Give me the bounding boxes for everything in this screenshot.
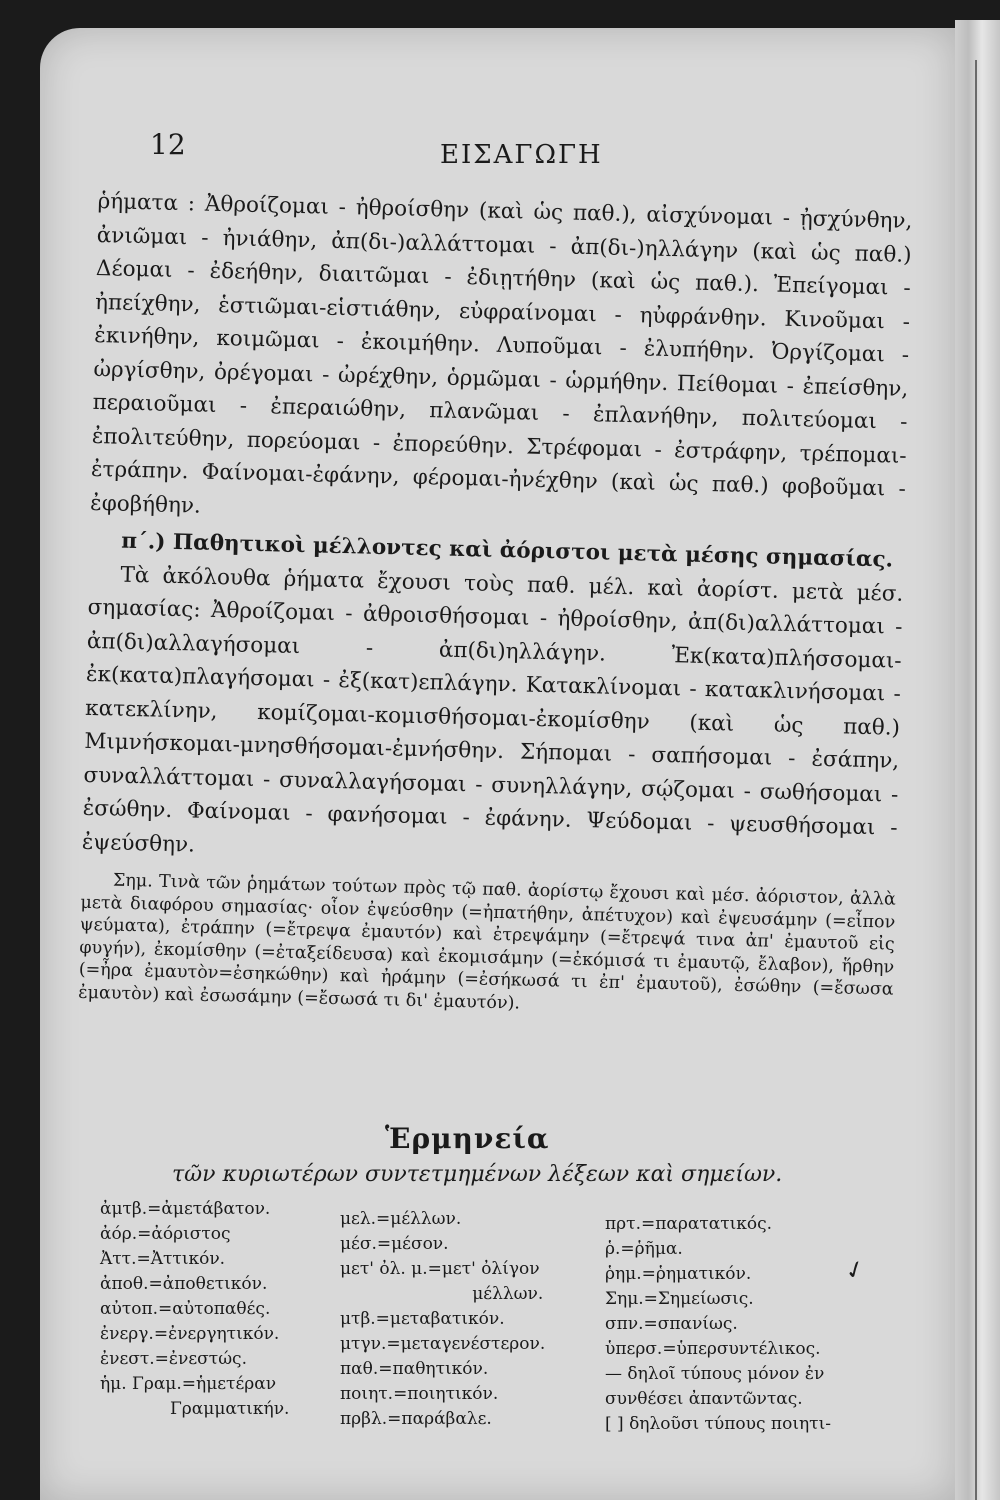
glossary-column-1	[100, 1197, 289, 1422]
running-title: ΕΙΣΑΓΩΓΗ	[440, 140, 603, 170]
note-paragraph: Σημ. Τινὰ τῶν ῥημάτων τούτων πρὸς τῷ παθ. ἀορίστῳ ἔχουσι καὶ μέσ. ἀόριστον, ἀλλὰ μετὰ διαφόρου σημασίας· οἷον ἐψεύσθην (=ἠπατήθην, ἀπέτυχον) καὶ ἐψευσάμην (=εἶπον ψεύματα), ἐτράπην (=ἔτρεψα ἐμαυτόν) καὶ ἐτρεψάμην (=ἔτρεψά τινα ἀπ' ἐμαυτοῦ εἰς φυγήν), ἐκομίσθην (=ἐταξείδευσα) καὶ ἐκομισάμην (=ἐκόμισά τι ἐμαυτῷ, ἔλαβον), ἥρθην (=ἦρα ἐμαυτὸν=ἐσηκώθην) καὶ ἠράμην (=ἐσήκωσά τι ἐπ' ἐμαυτοῦ), ἐσώθην (=ἔσωσα ἐμαυτὸν) καὶ ἐσωσάμην (=ἔσωσά τι δι' ἐμαυτόν).	[78, 870, 897, 1014]
page-number: 12	[150, 128, 186, 161]
glossary-entry: ποιητ.=ποιητικόν.	[340, 1384, 499, 1404]
glossary-entry: ἀμτβ.=ἀμετάβατον.	[100, 1199, 271, 1219]
glossary-entry-continuation: Γραμματικήν.	[170, 1399, 290, 1419]
glossary-entry: ἀποθ.=ἀποθετικόν.	[100, 1274, 268, 1294]
glossary-entry: Ἀττ.=Ἀττικόν.	[100, 1249, 226, 1269]
glossary-entry: πρβλ.=παράβαλε.	[340, 1409, 492, 1429]
book-edge	[955, 20, 1000, 1500]
glossary-entry: αὐτοπ.=αὐτοπαθές.	[100, 1299, 271, 1319]
paragraph-passive: Τὰ ἀκόλουθα ῥήματα ἔχουσι τοὺς παθ. μέλ. καὶ ἀορίστ. μετὰ μέσ. σημασίας: Ἀθροίζομαι - ἀθροισθήσομαι - ἠθροίσθην, ἀπ(δι)αλλάττομαι - ἀπ(δι)αλλαγήσομαι - ἀπ(δι)ηλλάγην. Ἐκ(κατα)πλήσσομαι-ἐκ(κατα)πλαγήσομαι - ἐξ(κατ)επλάγην. Κατακλίνομαι - κατακλινήσομαι - κατεκλίνην, κομίζομαι-κομισθήσομαι-ἐκομίσθην (καὶ ὡς παθ.) Μιμνήσκομαι-μνησθήσομαι-ἐμνήσθην. Σήπομαι - σαπήσομαι - ἐσάπην, συναλλάττομαι - συναλλαγήσομαι - συνηλλάγην, σῴζομαι - σωθήσομαι - ἐσώθην. Φαίνομαι - φανήσομαι - ἐφάνην. Ψεύδομαι - ψευσθήσομαι - ἐψεύσθην.	[81, 562, 904, 858]
glossary-entry: μτγν.=μεταγενέστερον.	[340, 1334, 546, 1354]
glossary-entry: ἀόρ.=ἀόριστος	[100, 1224, 231, 1244]
glossary-entry: μετ' ὀλ. μ.=μετ' ὀλίγον	[340, 1259, 540, 1279]
glossary-entry: συνθέσει ἀπαντῶντας.	[605, 1389, 803, 1409]
glossary-entry: ἐνεργ.=ἐνεργητικόν.	[100, 1324, 280, 1344]
glossary-entry: παθ.=παθητικόν.	[340, 1359, 489, 1379]
glossary-entry: μτβ.=μεταβατικόν.	[340, 1309, 505, 1329]
main-text	[78, 185, 913, 1024]
glossary-entry: σπν.=σπανίως.	[605, 1314, 738, 1334]
glossary-entry: μελ.=μέλλων.	[340, 1209, 462, 1229]
glossary-entry: [ ] δηλοῦσι τύπους ποιητι-	[605, 1414, 831, 1434]
glossary-entry: πρτ.=παρατατικός.	[605, 1214, 773, 1234]
glossary-entry: Σημ.=Σημείωσις.	[605, 1289, 754, 1309]
glossary-entry: ἐνεστ.=ἐνεστώς.	[100, 1349, 247, 1369]
pencil-mark-icon: ✓	[840, 1253, 870, 1287]
glossary-entry: ῥ.=ῥῆμα.	[605, 1239, 683, 1259]
glossary-entry: — δηλοῖ τύπους μόνον ἐν	[605, 1364, 825, 1384]
glossary-column-3	[605, 1212, 831, 1437]
glossary-entry-continuation: μέλλων.	[472, 1284, 544, 1304]
glossary-entry: ῥημ.=ῥηματικόν.	[605, 1264, 752, 1284]
glossary-entry: ὑπερσ.=ὑπερσυντέλικος.	[605, 1339, 821, 1359]
glossary-entry: ἡμ. Γραμ.=ἡμετέραν	[100, 1374, 277, 1394]
paragraph-verbs: ῥήματα : Ἀθροίζομαι - ἠθροίσθην (καὶ ὡς παθ.), αἰσχύνομαι - ᾐσχύνθην, ἀνιῶμαι - ἠνιάθην, ἀπ(δι-)αλλάττομαι - ἀπ(δι-)ηλλάγην (καὶ ὡς παθ.) Δέομαι - ἐδεήθην, διαιτῶμαι - ἐδιῃτήθην (καὶ ὡς παθ.). Ἐπείγομαι - ἠπείχθην, ἑστιῶμαι-εἱστιάθην, εὐφραίνομαι - ηὐφράνθην. Κινοῦμαι - ἐκινήθην, κοιμῶμαι - ἐκοιμήθην. Λυποῦμαι - ἐλυπήθην. Ὀργίζομαι - ὠργίσθην, ὀρέγομαι - ὠρέχθην, ὁρμῶμαι - ὡρμήθην. Πείθομαι - ἐπείσθην, περαιοῦμαι - ἐπεραιώθην, πλανῶμαι - ἐπλανήθην, πολιτεύομαι - ἐπολιτεύθην, πορεύομαι - ἐπορεύθην. Στρέφομαι - ἐστράφην, τρέπομαι-ἐτράπην. Φαίνομαι-ἐφάνην, φέρομαι-ἠνέχθην (καὶ ὡς παθ.) φοβοῦμαι - ἐφοβήθην.	[89, 188, 913, 519]
glossary-entry: μέσ.=μέσον.	[340, 1234, 449, 1254]
section-heading: π΄.) Παθητικοὶ μέλλοντες καὶ ἀόριστοι μετὰ μέσης σημασίας.	[120, 528, 894, 573]
glossary-column-2	[340, 1207, 545, 1432]
glossary-subtitle: τῶν κυριωτέρων συντετμημένων λέξεων καὶ σημείων.	[172, 1162, 783, 1187]
page-gutter-line	[975, 60, 977, 1500]
glossary-title: Ἑρμηνεία	[385, 1122, 550, 1155]
